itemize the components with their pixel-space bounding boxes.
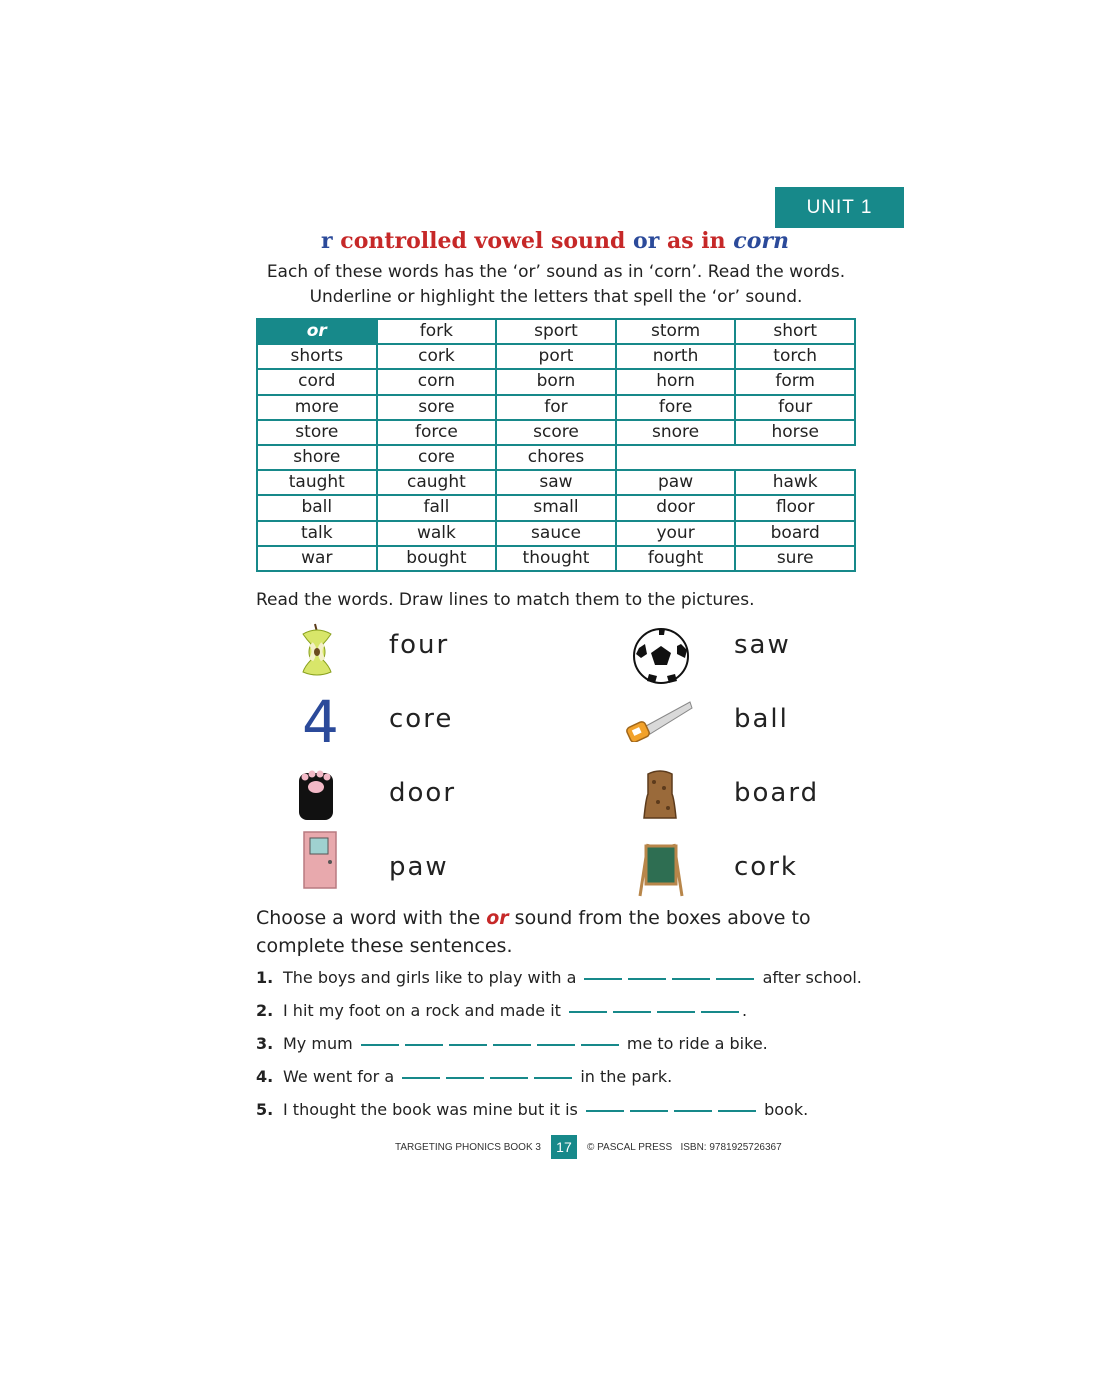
- sentence-number: 2.: [256, 1001, 274, 1020]
- answer-blank[interactable]: [630, 1110, 668, 1112]
- table-cell: talk: [257, 521, 377, 546]
- match-word-four: four: [389, 630, 450, 660]
- table-row: [257, 395, 855, 420]
- footer-publisher: © PASCAL PRESS ISBN: 9781925726367: [586, 1141, 782, 1153]
- table-cell: fall: [377, 495, 497, 520]
- table-cell: taught: [257, 470, 377, 495]
- table-cell: fought: [616, 546, 736, 571]
- choose-part-1: Choose a word with the: [256, 907, 487, 929]
- table-cell: born: [496, 369, 616, 394]
- match-word-core: core: [389, 704, 454, 734]
- table-cell: thought: [496, 546, 616, 571]
- table-cell: your: [616, 521, 736, 546]
- table-cell: more: [257, 395, 377, 420]
- footer-book: TARGETING PHONICS BOOK 3: [395, 1141, 541, 1153]
- instruction-line-2: Underline or highlight the letters that spell the ‘or’ sound.: [309, 287, 803, 307]
- table-row: [257, 369, 855, 394]
- table-cell: store: [257, 420, 377, 445]
- table-cell: cork: [377, 344, 497, 369]
- sentence-text-before: I hit my foot on a rock and made it: [283, 1001, 561, 1020]
- table-cell: corn: [377, 369, 497, 394]
- paw-icon: [295, 765, 337, 820]
- table-cell: sure: [735, 546, 855, 571]
- answer-blank[interactable]: [628, 978, 666, 980]
- table-row: [257, 521, 855, 546]
- answer-blank[interactable]: [361, 1044, 399, 1046]
- table-cell: chores: [496, 445, 616, 470]
- table-cell: horse: [735, 420, 855, 445]
- table-cell: floor: [735, 495, 855, 520]
- table-cell: four: [735, 395, 855, 420]
- match-instruction: Read the words. Draw lines to match them to the pictures.: [256, 590, 755, 610]
- match-word-paw: paw: [389, 852, 449, 882]
- table-cell: form: [735, 369, 855, 394]
- answer-blank[interactable]: [493, 1044, 531, 1046]
- match-word-board: board: [734, 778, 820, 808]
- table-cell: or: [257, 319, 377, 344]
- instructions: [0, 260, 1100, 310]
- sentence-text-before: The boys and girls like to play with a: [283, 968, 577, 987]
- answer-blank[interactable]: [446, 1077, 484, 1079]
- sentence-number: 5.: [256, 1100, 274, 1119]
- answer-blank[interactable]: [537, 1044, 575, 1046]
- sentence-text-after: after school.: [762, 968, 862, 987]
- table-cell: [616, 445, 736, 470]
- sentence-text-before: My mum: [283, 1034, 353, 1053]
- match-word-saw: saw: [734, 630, 791, 660]
- table-cell: snore: [616, 420, 736, 445]
- table-cell: small: [496, 495, 616, 520]
- sentence-3: [256, 1034, 768, 1053]
- answer-blank[interactable]: [534, 1077, 572, 1079]
- table-cell: walk: [377, 521, 497, 546]
- answer-blank[interactable]: [716, 978, 754, 980]
- table-row: [257, 495, 855, 520]
- table-cell: shorts: [257, 344, 377, 369]
- answer-blank[interactable]: [449, 1044, 487, 1046]
- table-cell: core: [377, 445, 497, 470]
- table-cell: shore: [257, 445, 377, 470]
- table-cell: bought: [377, 546, 497, 571]
- sentence-text-after: .: [742, 1001, 748, 1020]
- sentence-number: 4.: [256, 1067, 274, 1086]
- title-r: r: [321, 228, 333, 254]
- table-row: [257, 445, 855, 470]
- chalkboard-icon: [638, 840, 684, 898]
- answer-blank[interactable]: [402, 1077, 440, 1079]
- table-cell: torch: [735, 344, 855, 369]
- answer-blank[interactable]: [672, 978, 710, 980]
- answer-blank[interactable]: [581, 1044, 619, 1046]
- table-cell: door: [616, 495, 736, 520]
- sentence-5: [256, 1100, 808, 1119]
- table-cell: saw: [496, 470, 616, 495]
- table-row: [257, 546, 855, 571]
- choose-instruction: [256, 904, 856, 960]
- table-cell: paw: [616, 470, 736, 495]
- answer-blank[interactable]: [405, 1044, 443, 1046]
- table-cell: caught: [377, 470, 497, 495]
- page-title: [0, 228, 1100, 254]
- sentence-text-after: in the park.: [580, 1067, 673, 1086]
- match-word-ball: ball: [734, 704, 789, 734]
- instruction-line-1: Each of these words has the ‘or’ sound as in ‘corn’. Read the words.: [266, 262, 846, 282]
- unit-tab: UNIT 1: [775, 187, 904, 228]
- table-row: [257, 420, 855, 445]
- answer-blank[interactable]: [674, 1110, 712, 1112]
- sentence-2: [256, 1001, 747, 1020]
- table-cell: cord: [257, 369, 377, 394]
- title-as-in: as in: [659, 228, 734, 254]
- door-icon: [302, 830, 338, 890]
- table-row: [257, 470, 855, 495]
- saw-icon: [626, 700, 694, 742]
- choose-part-2: sound from the boxes above to complete these sentences.: [256, 907, 811, 957]
- table-cell: port: [496, 344, 616, 369]
- answer-blank[interactable]: [584, 978, 622, 980]
- table-cell: force: [377, 420, 497, 445]
- table-cell: sauce: [496, 521, 616, 546]
- number-four-icon: [298, 690, 343, 748]
- table-cell: sport: [496, 319, 616, 344]
- cork-icon: [640, 768, 680, 820]
- sentence-text-after: me to ride a bike.: [626, 1034, 768, 1053]
- title-or: or: [633, 228, 660, 254]
- page-number: 17: [551, 1135, 577, 1159]
- table-cell: sore: [377, 395, 497, 420]
- answer-blank[interactable]: [586, 1110, 624, 1112]
- answer-blank[interactable]: [701, 1011, 739, 1013]
- sentence-1: [256, 968, 862, 987]
- sentence-number: 1.: [256, 968, 274, 987]
- answer-blank[interactable]: [718, 1110, 756, 1112]
- title-text: controlled vowel sound: [332, 228, 634, 254]
- table-cell: short: [735, 319, 855, 344]
- table-cell: fore: [616, 395, 736, 420]
- table-cell: war: [257, 546, 377, 571]
- table-cell: fork: [377, 319, 497, 344]
- answer-blank[interactable]: [490, 1077, 528, 1079]
- word-table: [256, 318, 856, 572]
- table-cell: horn: [616, 369, 736, 394]
- choose-or: or: [486, 907, 509, 929]
- table-cell: north: [616, 344, 736, 369]
- soccer-ball-icon: [631, 626, 691, 686]
- answer-blank[interactable]: [613, 1011, 651, 1013]
- sentence-text-before: We went for a: [283, 1067, 395, 1086]
- sentence-number: 3.: [256, 1034, 274, 1053]
- answer-blank[interactable]: [657, 1011, 695, 1013]
- table-cell: ball: [257, 495, 377, 520]
- sentence-text-before: I thought the book was mine but it is: [283, 1100, 578, 1119]
- table-row: [257, 344, 855, 369]
- footer: [395, 1135, 782, 1159]
- sentence-text-after: book.: [764, 1100, 809, 1119]
- title-corn: corn: [733, 228, 789, 254]
- apple-core-icon: [293, 622, 343, 677]
- table-cell: board: [735, 521, 855, 546]
- sentence-4: [256, 1067, 672, 1086]
- table-cell: for: [496, 395, 616, 420]
- table-cell: [735, 445, 855, 470]
- match-word-door: door: [389, 778, 457, 808]
- table-cell: storm: [616, 319, 736, 344]
- match-word-cork: cork: [734, 852, 798, 882]
- table-row: [257, 319, 855, 344]
- four-glyph: 4: [302, 690, 339, 748]
- table-cell: hawk: [735, 470, 855, 495]
- answer-blank[interactable]: [569, 1011, 607, 1013]
- table-cell: score: [496, 420, 616, 445]
